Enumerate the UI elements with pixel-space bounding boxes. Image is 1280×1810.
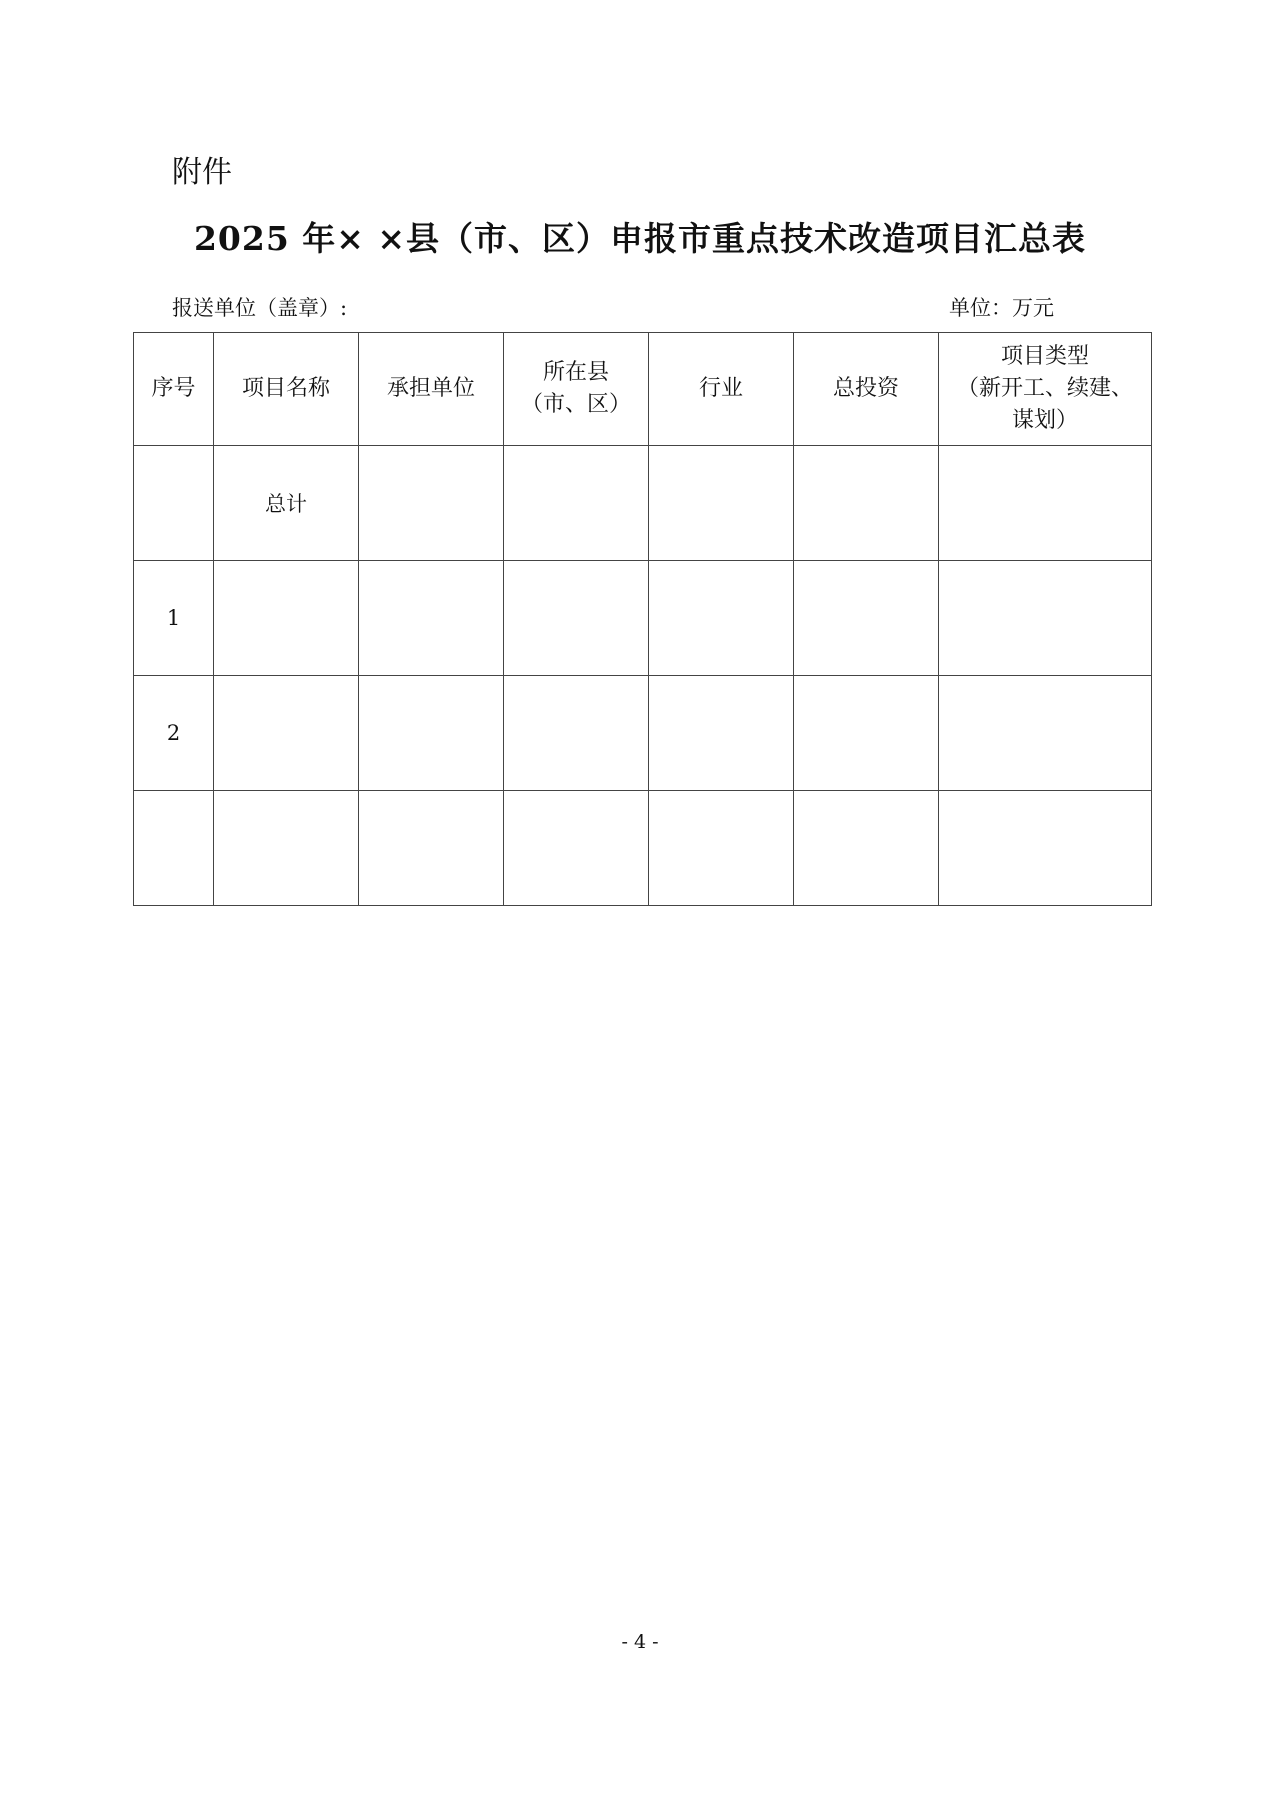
table-cell[interactable] bbox=[649, 561, 794, 676]
table-cell[interactable] bbox=[939, 791, 1152, 906]
header-project-name bbox=[214, 333, 359, 446]
table-cell[interactable] bbox=[134, 676, 214, 791]
table-cell[interactable] bbox=[504, 561, 649, 676]
table-row bbox=[134, 561, 1152, 676]
header-undertaking-unit bbox=[359, 333, 504, 446]
table-cell[interactable] bbox=[939, 446, 1152, 561]
table-cell[interactable] bbox=[134, 561, 214, 676]
header-industry bbox=[649, 333, 794, 446]
header-line: 行业 bbox=[698, 376, 743, 401]
attachment-label: 附件 bbox=[172, 155, 232, 190]
header-line: （市、区） bbox=[520, 392, 631, 417]
table-cell[interactable] bbox=[214, 791, 359, 906]
header-serial-number bbox=[134, 333, 214, 446]
table-cell[interactable] bbox=[214, 446, 359, 561]
table-row bbox=[134, 446, 1152, 561]
table-row bbox=[134, 676, 1152, 791]
table-cell[interactable] bbox=[504, 791, 649, 906]
table-cell[interactable] bbox=[134, 791, 214, 906]
header-project-type bbox=[939, 333, 1152, 446]
table-cell[interactable] bbox=[504, 676, 649, 791]
reporting-unit-label: 报送单位（盖章）: bbox=[172, 296, 348, 320]
table-cell[interactable] bbox=[794, 446, 939, 561]
page-number: - 4 - bbox=[621, 1631, 659, 1653]
table-cell[interactable] bbox=[794, 561, 939, 676]
table-cell[interactable] bbox=[649, 676, 794, 791]
header-line: 总投资 bbox=[832, 376, 899, 401]
table-cell[interactable] bbox=[504, 446, 649, 561]
header-line: 项目名称 bbox=[241, 376, 330, 401]
header-line: （新开工、续建、 bbox=[956, 376, 1133, 401]
table-cell[interactable] bbox=[359, 791, 504, 906]
cell-text: 总计 bbox=[265, 492, 307, 516]
cell-text: 2 bbox=[166, 721, 181, 745]
table-cell[interactable] bbox=[134, 446, 214, 561]
table-cell[interactable] bbox=[359, 561, 504, 676]
document-title: 2025 年× ×县（市、区）申报市重点技术改造项目汇总表 bbox=[193, 219, 1087, 258]
header-line: 谋划） bbox=[1011, 408, 1078, 433]
table-header-row bbox=[134, 333, 1152, 446]
table-cell[interactable] bbox=[939, 676, 1152, 791]
table-cell[interactable] bbox=[649, 791, 794, 906]
header-line: 项目类型 bbox=[1000, 344, 1089, 369]
table-cell[interactable] bbox=[359, 446, 504, 561]
unit-label: 单位：万元 bbox=[949, 296, 1054, 320]
table-cell[interactable] bbox=[794, 676, 939, 791]
summary-table bbox=[133, 332, 1152, 906]
table-cell[interactable] bbox=[794, 791, 939, 906]
header-total-investment bbox=[794, 333, 939, 446]
table-cell[interactable] bbox=[649, 446, 794, 561]
header-line: 承担单位 bbox=[386, 376, 475, 401]
table-cell[interactable] bbox=[214, 561, 359, 676]
table-cell[interactable] bbox=[359, 676, 504, 791]
cell-text: 1 bbox=[166, 606, 181, 630]
table-row bbox=[134, 791, 1152, 906]
header-county bbox=[504, 333, 649, 446]
header-line: 所在县 bbox=[542, 360, 609, 385]
table-cell[interactable] bbox=[214, 676, 359, 791]
table-cell[interactable] bbox=[939, 561, 1152, 676]
header-line: 序号 bbox=[151, 376, 196, 401]
